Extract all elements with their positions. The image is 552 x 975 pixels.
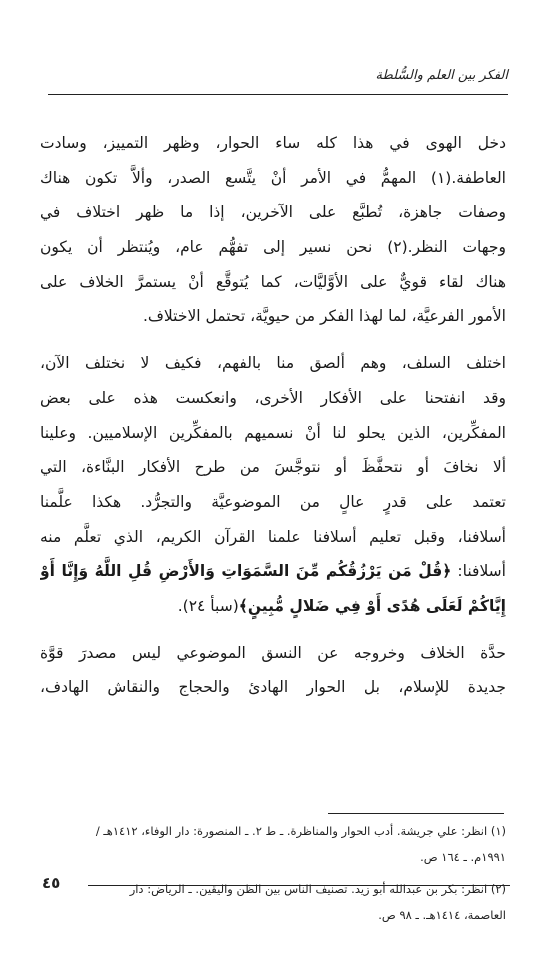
- body-text: [40, 126, 506, 705]
- paragraph-gap: [40, 624, 506, 636]
- quran-verse-line: [40, 589, 506, 624]
- body-line: وصفات جاهزة، تُطبَّع على الآخرين، إذا ما ظهر اختلاف في: [40, 203, 506, 222]
- body-line: ألا نخافَ أو نتحفَّظَ أو نتوجَّسَ من طرح الأفكار البنَّاءة، التي: [40, 458, 506, 477]
- running-title: الفكر بين العلم والسُّلطة: [375, 68, 508, 83]
- body-line: أسلافنا، وقبل تعليم أسلافنا علمنا القرآن الكريم، الذي تعلَّم منه: [40, 527, 506, 546]
- body-line: المفكِّرين، الذين يحلو لنا أنْ نسميهم بالمفكِّرين الإسلاميين. وعلينا: [40, 423, 506, 442]
- footnote-1: (١) انظر: علي جريشة. أدب الحوار والمناظرة. ـ ط ٢. ـ المنصورة: دار الوفاء، ١٤١٢هـ /: [95, 824, 506, 838]
- verse-citation: (سبأ ٢٤).: [177, 596, 239, 615]
- quran-verse-line: [40, 554, 506, 589]
- body-line: هناك لقاء قويٌّ على الأوَّليَّات، كما يُتوقَّع أنْ يستمرَّ الخلاف على: [40, 272, 506, 291]
- footnote-rule: [328, 813, 504, 814]
- body-line: دخل الهوى في هذا كله ساء الحوار، وظهر التمييز، وسادت: [40, 134, 506, 152]
- running-footer: [40, 874, 510, 896]
- paragraph-gap: [40, 334, 506, 346]
- footnote-1-continued: ١٩٩١م. ـ ١٦٤ ص.: [420, 850, 506, 864]
- quran-verse: ﴿قُلْ مَن يَرْزُقُكُم مِّنَ السَّمَوَاتِ وَالأَرْضِ قُلِ اللَّهُ وَإِنَّا أَوْ: [40, 562, 452, 581]
- verse-lead-in: أسلافنا:: [457, 562, 506, 581]
- body-line: وجهات النظر.(٢) نحن نسير إلى تفهُّم عام، ويُنتظر أن يكون: [40, 238, 506, 257]
- body-line: وقد انفتحنا على الأفكار الأخرى، وانعكست هذه على بعض: [40, 388, 506, 407]
- footnotes: [40, 818, 506, 928]
- footnote-2: (٢) انظر: بكر بن عبدالله أبو زيد. تصنيف الناس بين الظن واليقين. ـ الرياض: دار: [129, 882, 506, 896]
- body-line: العاطفة.(١) المهمُّ في الأمر أنْ يتَّسع الصدر، وألاَّ تكون هناك: [40, 168, 506, 187]
- quran-verse: إِيَّاكُمْ لَعَلَى هُدًى أَوْ فِي ضَلالٍ مُّبِينٍ﴾: [238, 596, 506, 615]
- running-header: [48, 66, 508, 96]
- body-line: جديدة للإسلام، بل الحوار الهادئ والحجاج والنقاش الهادف،: [40, 678, 506, 697]
- body-line: تعتمد على قدرٍ عالٍ من الموضوعيَّة والتجرُّد. هكذا علَّمنا: [40, 492, 506, 511]
- footnote-2-continued: العاصمة، ١٤١٤هـ. ـ ٩٨ ص.: [378, 908, 506, 922]
- body-line: الأمور الفرعيَّة، لما لهذا الفكر من حيويَّة، تحتمل الاختلاف.: [142, 307, 506, 326]
- footer-rule: [88, 885, 510, 886]
- header-rule: [48, 94, 508, 95]
- page-number: ٤٥: [42, 874, 61, 892]
- body-line: حدَّة الخلاف وخروجه عن النسق الموضوعي ليس مصدرَ قوَّة: [40, 643, 506, 662]
- body-line: اختلف السلف، وهم ألصق منا بالفهم، فكيف لا نختلف الآن،: [40, 354, 506, 373]
